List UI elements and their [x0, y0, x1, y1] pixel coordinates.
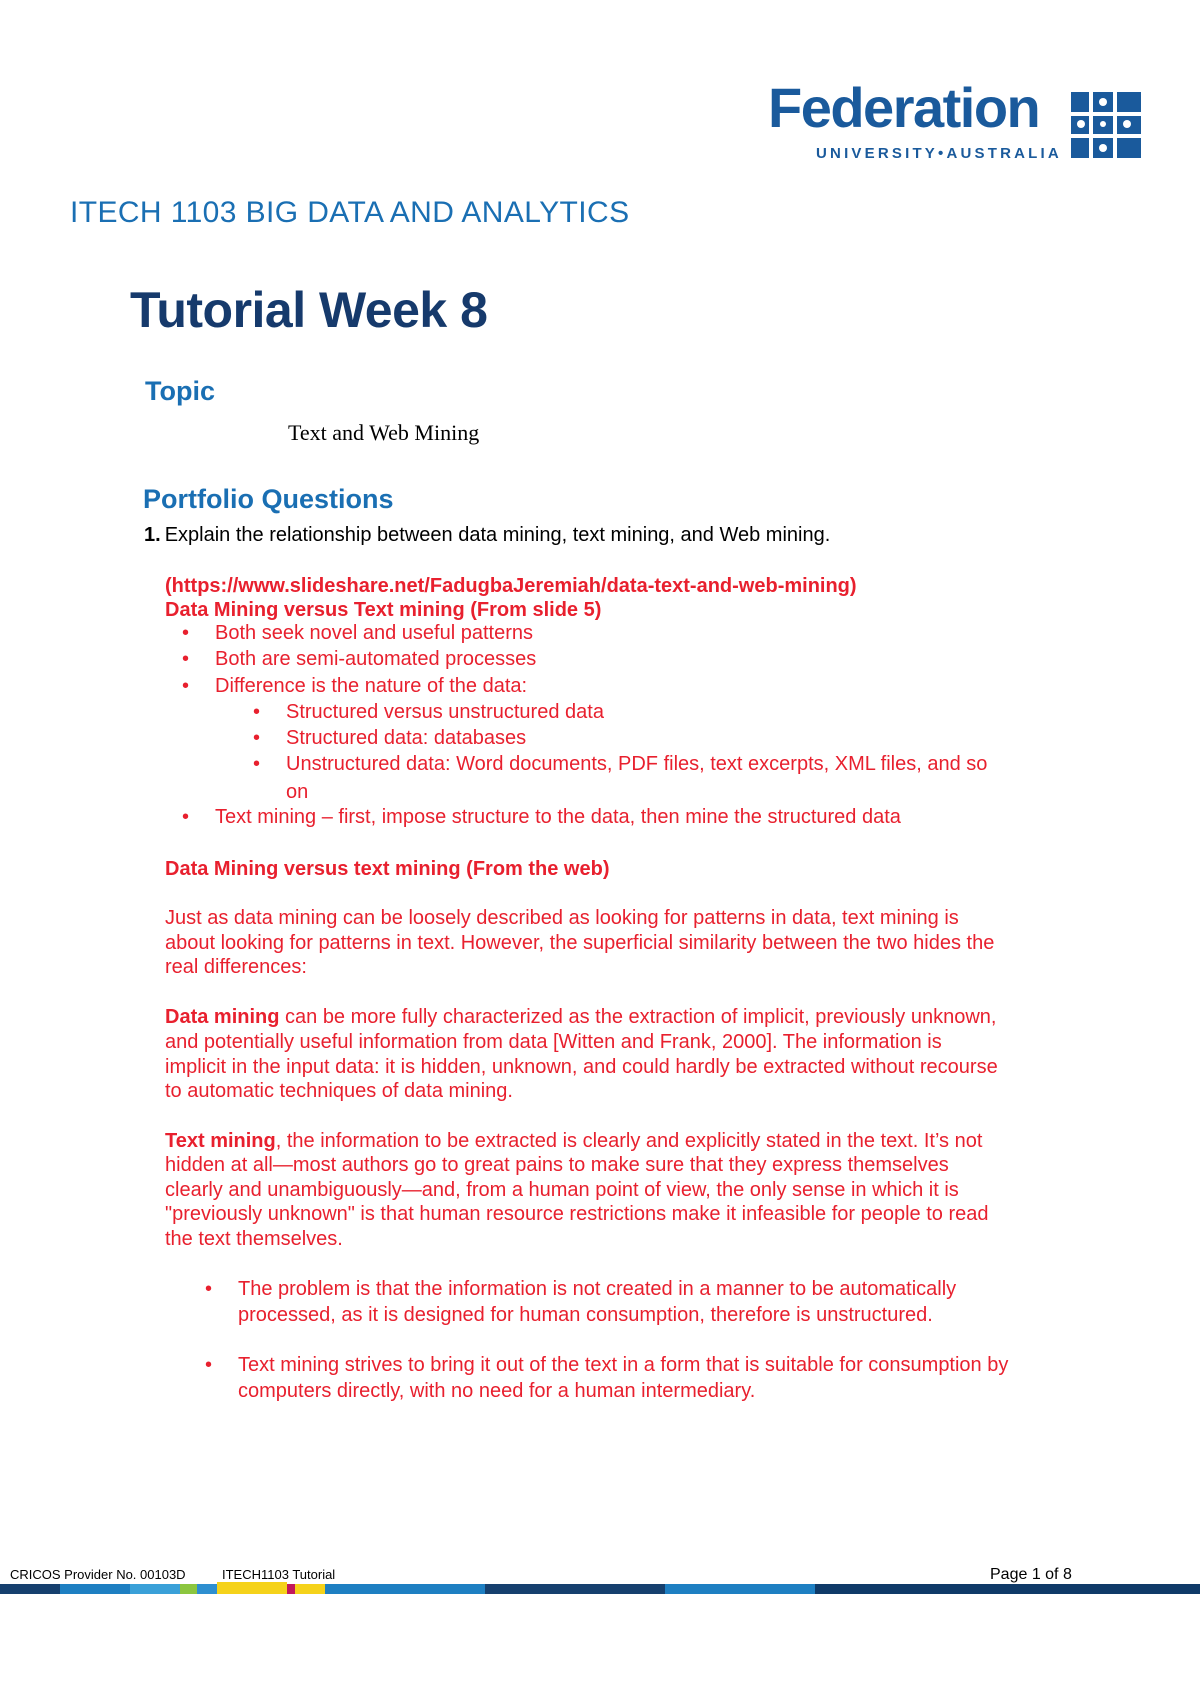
paragraph-line: the text themselves. [165, 1228, 343, 1250]
bullet-icon: • [253, 753, 261, 775]
topic-heading: Topic [145, 376, 215, 406]
sub-list-item [253, 752, 988, 777]
source-link[interactable]: (https://www.slideshare.net/FadugbaJeremiah/data-text-and-web-mining) [165, 575, 857, 597]
list-item-text: Unstructured data: Word documents, PDF files, text excerpts, XML files, and so [286, 753, 988, 775]
topic-value: Text and Web Mining [288, 420, 480, 445]
list-item [205, 1277, 957, 1302]
slide-heading: Data Mining versus Text mining (From slide 5) [165, 599, 602, 621]
footer-provider: CRICOS Provider No. 00103D [10, 1567, 186, 1582]
portfolio-heading: Portfolio Questions [143, 484, 394, 514]
paragraph-line: "previously unknown" is that human resource restrictions make it infeasible for people to read [165, 1203, 989, 1225]
logo-subtitle: UNIVERSITY•AUSTRALIA [816, 145, 1062, 162]
term-data-mining: Data mining [165, 1006, 280, 1028]
paragraph-line [165, 1129, 982, 1154]
list-item-text: Both seek novel and useful patterns [215, 622, 533, 644]
bullet-icon: • [182, 675, 190, 697]
list-item-text: Structured data: databases [286, 727, 527, 749]
web-heading: Data Mining versus text mining (From the web) [165, 858, 610, 880]
list-item [182, 805, 901, 830]
paragraph-line: implicit in the input data: it is hidden, unknown, and could hardly be extracted without recourse [165, 1056, 998, 1078]
sub-list-item-continuation: on [286, 781, 309, 803]
bullet-icon: • [205, 1354, 213, 1376]
bullet-icon: • [205, 1278, 213, 1300]
flag-emblem-icon [1065, 92, 1141, 158]
bullet-icon: • [253, 727, 261, 749]
list-item [182, 621, 533, 646]
paragraph-line: to automatic techniques of data mining. [165, 1080, 513, 1102]
question-1 [144, 524, 830, 547]
list-item-text: Text mining – first, impose structure to the data, then mine the structured data [215, 806, 901, 828]
list-item-continuation: processed, as it is designed for human consumption, therefore is unstructured. [238, 1304, 933, 1326]
paragraph-text: , the information to be extracted is clearly and explicitly stated in the text. It’s not [275, 1130, 983, 1152]
bullet-icon: • [182, 622, 190, 644]
list-item-continuation: computers directly, with no need for a human intermediary. [238, 1380, 756, 1402]
page-title: Tutorial Week 8 [130, 282, 488, 338]
list-item [205, 1353, 1009, 1378]
footer-color-bar [0, 1582, 1200, 1594]
paragraph-line: hidden at all—most authors go to great pains to make sure that they express themselves [165, 1154, 949, 1176]
list-item-text: Difference is the nature of the data: [215, 675, 528, 697]
paragraph-line: clearly and unambiguously—and, from a human point of view, the only sense in which it is [165, 1179, 959, 1201]
question-text: Explain the relationship between data mining, text mining, and Web mining. [164, 524, 831, 546]
paragraph-line: real differences: [165, 956, 307, 978]
federation-logo [768, 76, 1142, 168]
course-title: ITECH 1103 BIG DATA AND ANALYTICS [70, 196, 630, 229]
list-item [182, 647, 537, 672]
list-item-text: Both are semi-automated processes [215, 648, 537, 670]
sub-list-item [253, 700, 604, 725]
logo-wordmark: Federation [768, 76, 1040, 139]
bullet-icon: • [182, 806, 190, 828]
footer-unit: ITECH1103 Tutorial [222, 1567, 336, 1582]
list-item-text: Structured versus unstructured data [286, 701, 604, 723]
bullet-icon: • [182, 648, 190, 670]
paragraph-line: and potentially useful information from data [Witten and Frank, 2000]. The information is [165, 1031, 942, 1053]
paragraph-line [165, 1005, 996, 1030]
footer-page-number: Page 1 of 8 [990, 1566, 1072, 1583]
bullet-icon: • [253, 701, 261, 723]
paragraph-line: Just as data mining can be loosely described as looking for patterns in data, text mining is [165, 907, 959, 929]
sub-list-item [253, 726, 527, 751]
list-item [182, 674, 528, 699]
list-item-text: The problem is that the information is not created in a manner to be automatically [238, 1278, 957, 1300]
question-number: 1. [144, 524, 161, 546]
term-text-mining: Text mining [165, 1130, 276, 1152]
paragraph-text: can be more fully characterized as the extraction of implicit, previously unknown, [279, 1006, 997, 1028]
list-item-text: Text mining strives to bring it out of the text in a form that is suitable for consumption by [238, 1354, 1009, 1376]
paragraph-line: about looking for patterns in text. However, the superficial similarity between the two hides the [165, 932, 995, 954]
